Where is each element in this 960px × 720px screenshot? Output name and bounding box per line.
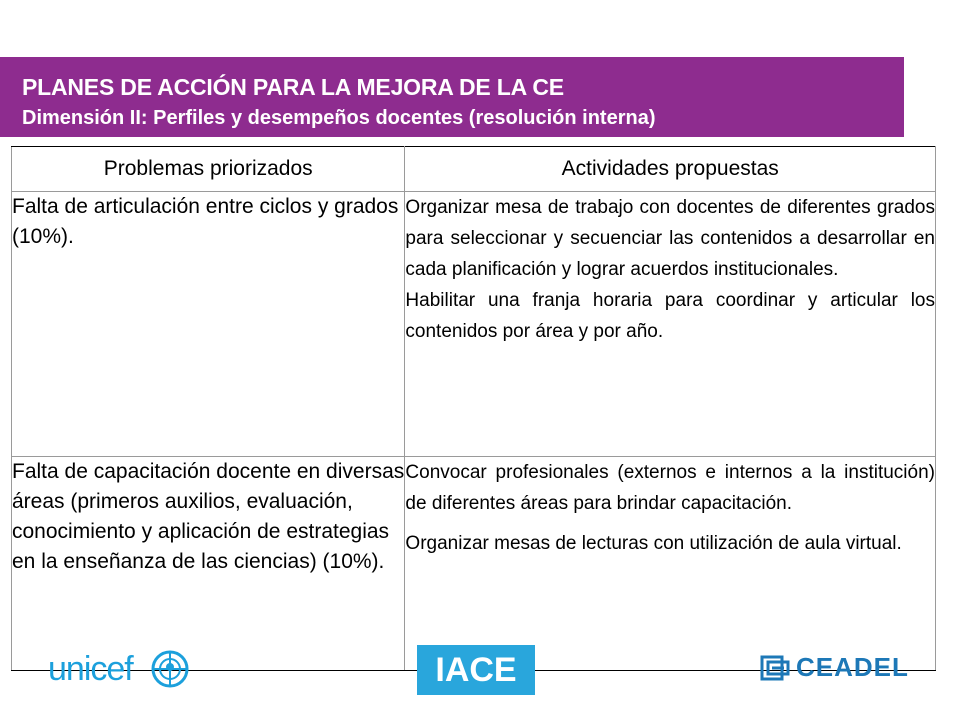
activity-text: Organizar mesas de lecturas con utilización de aula virtual. xyxy=(405,533,902,554)
problem-cell: Falta de capacitación docente en diversas áreas (primeros auxilios, evaluación, conocimiento y aplicación de estrategias en la enseñanza de las ciencias) (10%). xyxy=(12,457,405,671)
unicef-globe-icon xyxy=(150,649,190,689)
ceadel-icon xyxy=(760,653,792,683)
ceadel-logo-text: CEADEL xyxy=(796,652,909,682)
page-title: PLANES DE ACCIÓN PARA LA MEJORA DE LA CE xyxy=(22,74,564,100)
footer-logos xyxy=(0,640,960,720)
problem-cell: Falta de articulación entre ciclos y grados (10%). xyxy=(12,192,405,457)
action-plan-table xyxy=(11,146,936,671)
activities-cell xyxy=(405,192,936,457)
page-subtitle: Dimensión II: Perfiles y desempeños docentes (resolución interna) xyxy=(22,107,656,129)
activity-text: Habilitar una franja horaria para coordinar y articular los contenidos por área y por año. xyxy=(405,290,935,342)
activity-text: Convocar profesionales (externos e internos a la institución) de diferentes áreas para brindar capacitación. xyxy=(405,462,935,514)
activity-text: Organizar mesa de trabajo con docentes de diferentes grados para seleccionar y secuenciar las contenidos a desarrollar en cada planificación y lograr acuerdos institucionales. xyxy=(405,197,935,280)
activities-cell xyxy=(405,457,936,671)
column-header-activities: Actividades propuestas xyxy=(405,147,936,192)
header-banner xyxy=(0,57,904,137)
table-header-row xyxy=(12,147,936,192)
column-header-problems: Problemas priorizados xyxy=(12,147,405,192)
unicef-logo-text: unicef xyxy=(48,650,133,688)
table-row xyxy=(12,457,936,671)
table-row xyxy=(12,192,936,457)
iace-logo: IACE xyxy=(417,645,535,695)
